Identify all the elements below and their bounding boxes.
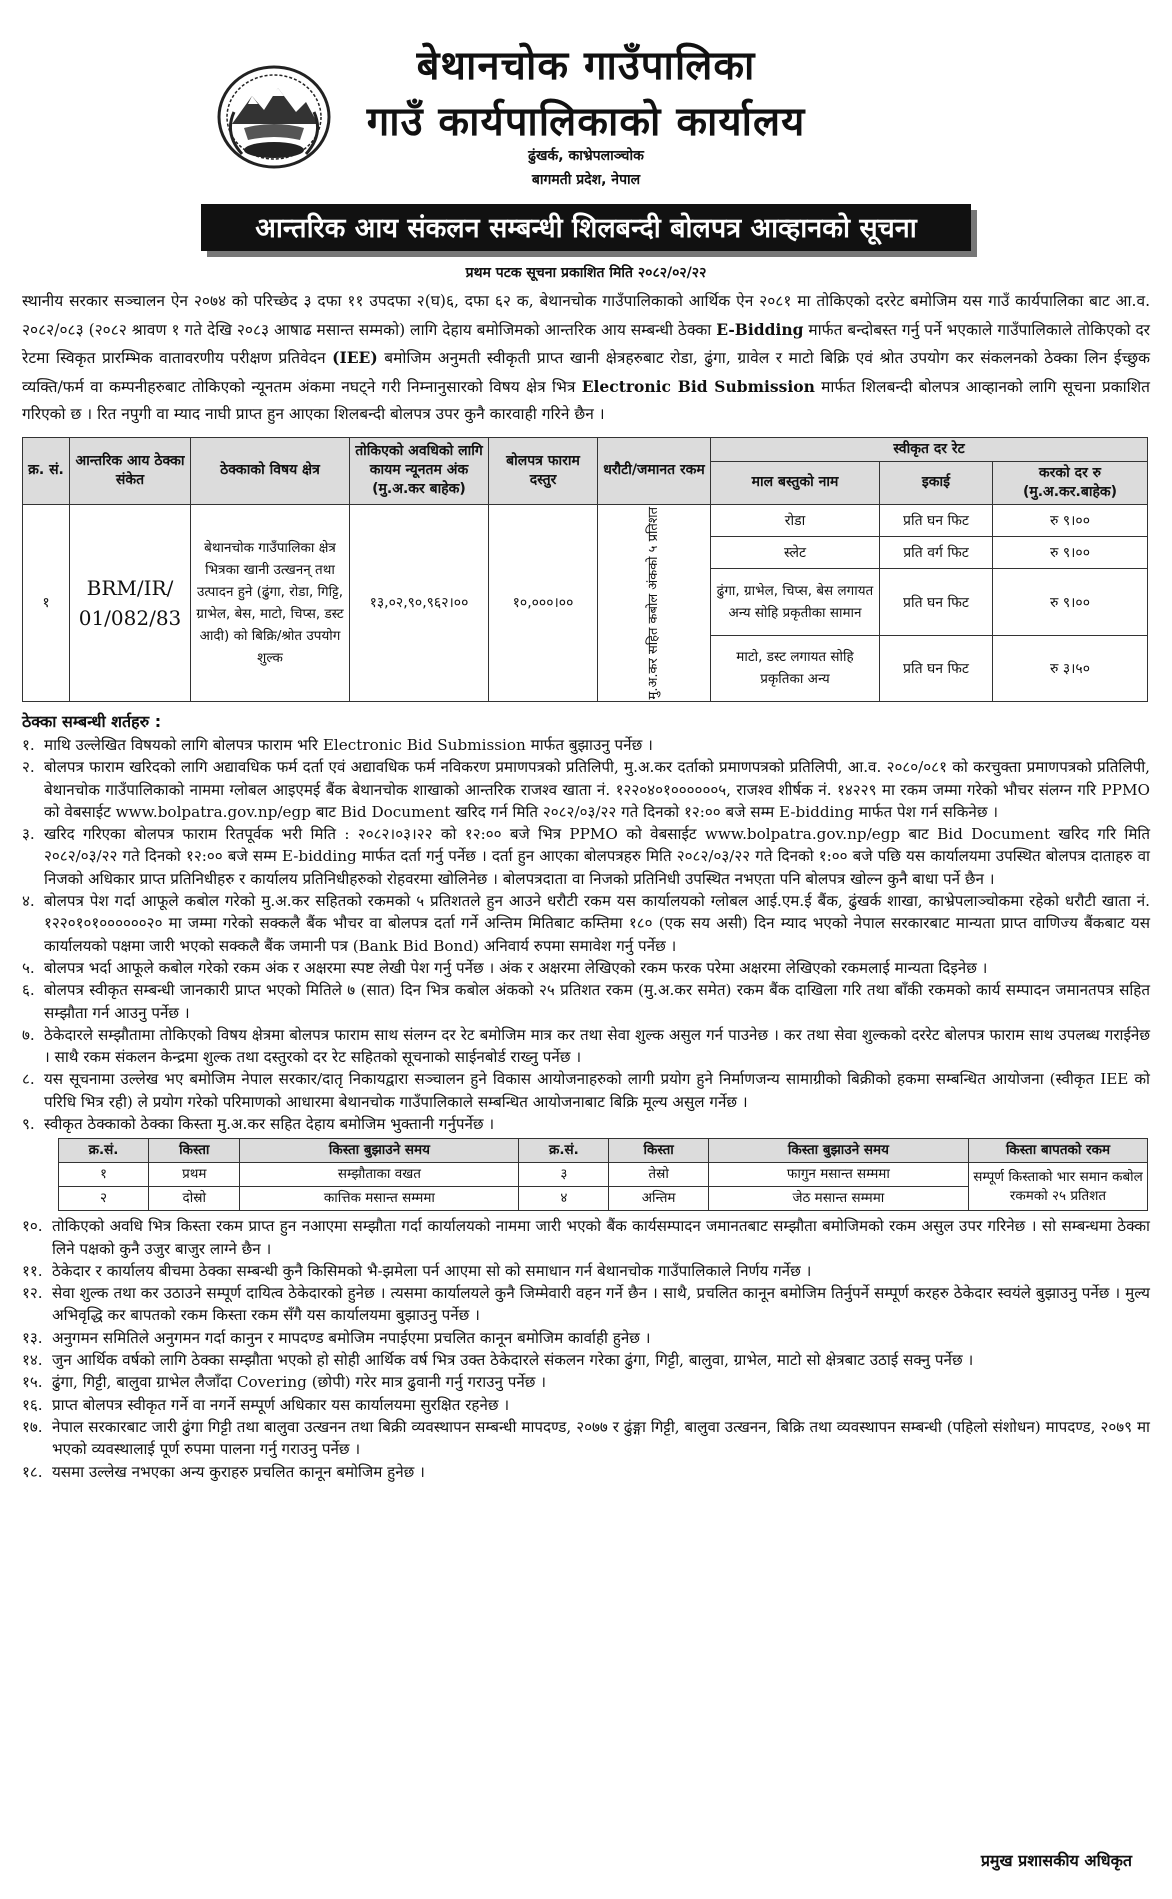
condition-text: सेवा शुल्क तथा कर उठाउने सम्पूर्ण दायित्व ठेकेदारको हुनेछ । त्यसमा कार्यालयले कुनै जिम्मेवारी वहन गर्ने छैन । साथै, प्रचलित कानून बमोजिम तिर्नुपर्ने सम्पूर्ण करहरु ठेकेदार स्वयंले बुझाउनु पर्नेछ । मुल्य अभिवृद्धि कर बापतको रकम किस्ता रकम सँगै यस कार्यालयमा बुझाउनु पर्नेछ । (52, 1284, 1150, 1325)
item-unit: प्रति घन फिट (880, 635, 993, 701)
th-unit: इकाई (880, 461, 993, 504)
installment-table (58, 1138, 1148, 1211)
condition-text: स्वीकृत ठेक्काको ठेक्का किस्ता मु.अ.कर सहित देहाय बमोजिम भुक्तानी गर्नुपर्नेछ । (44, 1115, 495, 1133)
cell-sn: १ (23, 504, 70, 701)
item-unit: प्रति घन फिट (880, 504, 993, 536)
th-inst-amount: किस्ता बापतको रकम (969, 1139, 1148, 1163)
list-item (22, 1260, 1150, 1282)
item-name: स्लेट (711, 536, 880, 568)
condition-text: तोकिएको अवधि भित्र किस्ता रकम प्राप्त हुन नआएमा सम्झौता गर्दा कार्यालयको नाममा जारी भएको बैंक कार्यसम्पादन जमानतबाट सम्झौता बमोजिमको रकम असुल उपर गरिनेछ । सो सम्बन्धमा ठेक्का लिने पक्षको कुनै उजुर बाजुर लाग्ने छैन । (52, 1217, 1150, 1258)
cell-subject: बेथानचोक गाउँपालिका क्षेत्र भित्रका खानी उत्खनन् तथा उत्पादन हुने (ढुंगा, रोडा, गिट्टि, ग्राभेल, बेस, माटो, चिप्स, डस्ट आदी) को बिक्रि/श्रोत उपयोग शुल्क (191, 504, 350, 701)
condition-text: नेपाल सरकारबाट जारी ढुंगा गिट्टी तथा बालुवा उत्खनन तथा बिक्री व्यवस्थापन सम्बन्धी मापदण्ड, २०७७ र ढुंङ्गा गिट्टी, बालुवा उत्खनन, बिक्रि तथा व्यवस्थापन सम्बन्धी (पहिलो संशोधन) मापदण्ड, २०७९ मा भएको व्यवस्थालाई पूर्ण रुपमा पालना गर्नु गराउनु पर्नेछ । (52, 1417, 1150, 1459)
condition-number: ५. (22, 958, 35, 977)
table-row (59, 1163, 1148, 1187)
inst-cell: २ (59, 1187, 149, 1211)
condition-number: १३. (22, 1328, 43, 1347)
list-item (22, 1394, 1150, 1416)
list-item (22, 756, 1150, 823)
th-inst-sn-2: क्र.सं. (519, 1139, 609, 1163)
condition-number: १६. (22, 1395, 43, 1414)
th-code: आन्तरिक आय ठेक्का संकेत (70, 437, 191, 504)
address-line-1: ढुंखर्क, काभ्रेपलाञ्चोक (528, 148, 644, 164)
condition-number: ८. (22, 1070, 35, 1089)
inst-cell: कात्तिक मसान्त सम्ममा (240, 1187, 519, 1211)
th-deposit: धरौटी/जमानत रकम (598, 437, 711, 504)
th-tax-rate: करको दर रु (मु.अ.कर.बाहेक) (993, 461, 1148, 504)
condition-number: १७. (22, 1417, 43, 1436)
list-item (22, 1349, 1150, 1371)
item-name: ढुंगा, ग्राभेल, चिप्स, बेस लगायत अन्य सोहि प्रकृतीका सामान (711, 569, 880, 635)
org-name: बेथानचोक गाउँपालिका (416, 43, 756, 89)
condition-text: ठेकेदारले सम्झौतामा तोकिएको विषय क्षेत्रमा बोलपत्र फाराम साथ संलग्न दर रेट बमोजिम मात्र कर तथा सेवा शुल्क असुल गर्न पाउनेछ । कर तथा सेवा शुल्कको दररेट बोलपत्र फाराम साथ उपलब्ध गराईनेछ । साथै रकम संकलन केन्द्रमा शुल्क तथा दस्तुरको दर रेट सहितको सूचनाको साईनबोर्ड राख्नु पर्नेछ । (44, 1025, 1150, 1067)
th-inst-name: किस्ता (149, 1139, 240, 1163)
item-rate: रु ९।०० (993, 504, 1148, 536)
item-rate: रु ३।५० (993, 635, 1148, 701)
table-row (23, 504, 1148, 536)
condition-number: ९. (22, 1115, 35, 1133)
list-item (22, 957, 1150, 979)
th-subject: ठेक्काको विषय क्षेत्र (191, 437, 350, 504)
condition-text: जुन आर्थिक वर्षको लागि ठेक्का सम्झौता भएको हो सोही आर्थिक वर्ष भित्र उक्त ठेकेदारले संकलन गरेका ढुंगा, गिट्टी, बालुवा, ग्राभेल, माटो सो क्षेत्रबाट उठाई सक्नु पर्नेछ । (52, 1351, 974, 1370)
condition-number: ७. (22, 1025, 35, 1044)
inst-cell: अन्तिम (609, 1187, 708, 1211)
list-item (22, 1113, 1150, 1135)
condition-number: १. (22, 735, 35, 754)
item-rate: रु ९।०० (993, 569, 1148, 635)
item-name: माटो, डस्ट लगायत सोहि प्रकृतिका अन्य (711, 635, 880, 701)
condition-number: २. (22, 758, 35, 777)
list-item (22, 1327, 1150, 1349)
condition-text: यस सूचनामा उल्लेख भए बमोजिम नेपाल सरकार/दातृ निकायद्वारा सञ्चालन हुने विकास आयोजनाहरुको लागी प्रयोग हुने निर्माणजन्य सामाग्रीको बिक्रीको हकमा सम्बन्धित आयोजना (स्वीकृत IEE को परिधि भित्र रही) ले प्रयोग गरेको परिमाणको आधारमा बेथानचोक गाउँपालिकाले सम्बन्धित आयोजनाबाट बिक्रि मूल्य असुल गर्नेछ । (44, 1070, 1150, 1111)
list-item (22, 1024, 1150, 1069)
list-item (22, 1282, 1150, 1327)
contract-table (22, 437, 1148, 702)
condition-number: ४. (22, 892, 35, 911)
notice-title: आन्तरिक आय संकलन सम्बन्धी शिलबन्दी बोलपत्र आव्हानको सूचना (201, 204, 971, 251)
condition-number: १२. (22, 1284, 43, 1303)
condition-text: ढुंगा, गिट्टी, बालुवा ग्राभेल लैजाँदा Covering (छोपी) गरेर मात्र ढुवानी गर्नु गराउनु पर्नेछ । (52, 1373, 547, 1392)
address-line-2: बागमती प्रदेश, नेपाल (531, 172, 641, 188)
inst-cell: १ (59, 1163, 149, 1187)
intro-paragraph: स्थानीय सरकार सञ्चालन ऐन २०७४ को परिच्छेद ३ दफा ११ उपदफा २(घ)६, दफा ६२ क, बेथानचोक गाउँपालिकाको आर्थिक ऐन २०८१ मा तोकिएको दररेट बमोजिम यस गाउँ कार्यपालिका बाट आ.व. २०८२/०८३ (२०८२ श्रावण १ गते देखि २०८३ आषाढ मसान्त सम्मको) लागि देहाय बमोजिमको आन्तरिक आय सम्बन्धी ठेक्का E-Bidding मार्फत बन्दोबस्त गर्नु पर्ने भएकाले गाउँपालिकाले तोकिएको दर रेटमा स्विकृत प्रारम्भिक वातावरणीय परीक्षण प्रतिवेदन (IEE) बमोजिम अनुमती स्वीकृती प्राप्त खानी क्षेत्रहरुबाट रोडा, ढुंगा, ग्रावेल र माटो बिक्रि एवं श्रोत उपयोग कर संकलनको ठेक्का लिन ईच्छुक व्यक्ति/फर्म वा कम्पनीहरुबाट तोकिएको न्यूनतम अंकमा नघट्ने गरी निम्नानुसारको विषय क्षेत्र भित्र Electronic Bid Submission मार्फत शिलबन्दी बोलपत्र आव्हानको लागि सूचना प्रकाशित गरिएको छ । रित नपुगी वा म्याद नाघी प्राप्त हुन आएका शिलबन्दी बोलपत्र उपर कुनै कारवाही गरिने छैन । (22, 292, 1151, 423)
list-item (22, 1068, 1150, 1113)
condition-text: यसमा उल्लेख नभएका अन्य कुराहरु प्रचलित कानून बमोजिम हुनेछ । (52, 1462, 425, 1481)
condition-number: १८. (22, 1462, 43, 1481)
office-name: गाउँ कार्यपालिकाको कार्यालय (366, 99, 806, 145)
th-inst-sn: क्र.सं. (59, 1139, 149, 1163)
cell-code: BRM/IR/ 01/082/83 (70, 504, 191, 701)
inst-cell: फागुन मसान्त सम्ममा (708, 1163, 968, 1187)
list-item (22, 890, 1150, 957)
inst-cell: ३ (519, 1163, 609, 1187)
list-item (22, 823, 1150, 890)
inst-amount-note: सम्पूर्ण किस्ताको भार समान कबोल रकमको २५ प्रतिशत (969, 1163, 1148, 1211)
conditions-title: ठेक्का सम्बन्धी शर्तहरु : (22, 711, 162, 731)
item-rate: रु ९।०० (993, 536, 1148, 568)
th-inst-time: किस्ता बुझाउने समय (240, 1139, 519, 1163)
condition-text: प्राप्त बोलपत्र स्वीकृत गर्ने वा नगर्ने सम्पूर्ण अधिकार यस कार्यालयमा सुरक्षित रहनेछ । (52, 1395, 510, 1414)
inst-cell: तेस्रो (609, 1163, 708, 1187)
item-unit: प्रति घन फिट (880, 569, 993, 635)
inst-cell: प्रथम (149, 1163, 240, 1187)
inst-cell: दोस्रो (149, 1187, 240, 1211)
th-inst-name-2: किस्ता (609, 1139, 708, 1163)
condition-text: बोलपत्र फाराम खरिदको लागि अद्यावधिक फर्म दर्ता एवं अद्यावधिक फर्म नविकरण प्रमाणपत्रको प्रतिलिपी, मु.अ.कर दर्ताको प्रमाणपत्रको प्रतिलिपी, आ.व. २०८०/०८१ को करचुक्ता प्रमाणपत्रको प्रतिलिपी, बेथानचोक गाउँपालिकाको नाममा ग्लोबल आइएमई बैंक बेथानचोक शाखाको आन्तरिक राजश्व खाता नं. १२२०४०१००००००५, राजश्व शीर्षक नं. १४२२९ मा रकम जम्मा गरेको भौचर संलग्न गरि PPMO को वेबसाईट www.bolpatra.gov.np/egp बाट Bid Document खरिद गर्न मिति २०८२/०३/२२ गते दिनको १२:०० बजे सम्म E-bidding मार्फत पेश गर्न सकिनेछ । (44, 758, 1150, 821)
list-item (22, 1215, 1150, 1260)
condition-number: १०. (22, 1217, 43, 1236)
condition-text: बोलपत्र स्वीकृत सम्बन्धी जानकारी प्राप्त भएको मितिले ७ (सात) दिन भित्र कबोल अंकको २५ प्रतिशत रकम (मु.अ.कर समेत) रकम बैंक दाखिला गरि तथा बाँकी रकमको कार्य सम्पादन जमानतपत्र सहित सम्झौता गर्न आउनु पर्नेछ । (44, 981, 1150, 1022)
letterhead (22, 0, 1150, 200)
list-item (22, 979, 1150, 1024)
deposit-text: मु.अ.कर सहित कबोल अंकको ५ प्रतिशत (646, 506, 661, 699)
condition-number: १४. (22, 1351, 43, 1370)
condition-text: बोलपत्र भर्दा आफूले कबोल गरेको रकम अंक र अक्षरमा स्पष्ट लेखी पेश गर्नु पर्नेछ । अंक र अक्षरमा लेखिएको रकम फरक परेमा अक्षरमा लेखिएको रकमलाई मान्यता दिइनेछ । (44, 958, 988, 977)
item-unit: प्रति वर्ग फिट (880, 536, 993, 568)
th-inst-time-2: किस्ता बुझाउने समय (708, 1139, 968, 1163)
signature-title: प्रमुख प्रशासकीय अधिकृत (980, 1851, 1132, 1870)
condition-text: खरिद गरिएका बोलपत्र फाराम रितपूर्वक भरी मिति : २०८२।०३।२२ को १२:०० बजे भित्र PPMO को वेबसाईट www.bolpatra.gov.np/egp बाट Bid Document खरिद गरि मिति २०८२/०३/२२ गते दिनको १२:०० बजे सम्म E-bidding मार्फत दर्ता गर्नु पर्नेछ । दर्ता हुन आएका बोलपत्रहरु मिति २०८२/०३/२२ गते दिनको १:०० बजे पछि यस कार्यालयमा उपस्थित बोलपत्र दाताहरु वा निजको अधिकार प्राप्त प्रतिनिधीहरु र कार्यालय प्रतिनिधीहरुको रोहवरमा खोलिनेछ । बोलपत्रदाता वा निजको प्रतिनिधी उपस्थित नभएता पनि बोलपत्र खोल्न कुनै बाधा पर्ने छैन । (44, 825, 1150, 888)
list-item (22, 1461, 1150, 1483)
item-name: रोडा (711, 504, 880, 536)
condition-text: ठेकेदार र कार्यालय बीचमा ठेक्का सम्बन्धी कुनै किसिमको भै-झमेला पर्न आएमा सो को समाधान गर्न बेथानचोक गाउँपालिकाले निर्णय गर्नेछ । (52, 1261, 812, 1280)
condition-number: ११. (22, 1261, 43, 1280)
condition-number: ३. (22, 825, 35, 844)
th-approved-rate: स्वीकृत दर रेट (711, 437, 1148, 461)
condition-text: बोलपत्र पेश गर्दा आफूले कबोल गरेको मु.अ.कर सहितको रकमको ५ प्रतिशतले हुन आउने धरौटी रकम यस कार्यालयको ग्लोबल आई.एम.ई बैंक, ढुंखर्क शाखा, काभ्रेपलाञ्चोकमा रहेको धरौटी खाता नं. १२२०१०१००००००२० मा जम्मा गरेको सक्कलै बैंक भौचर वा बोलपत्र दर्ता गर्ने अन्तिम मितिबाट कम्तिमा १८० (एक सय असी) दिन म्याद भएको नेपाल सरकारबाट मान्यता प्राप्त वाणिज्य बैंकबाट यस कार्यालयको पक्षमा जारी भएको सक्कलै बैंक जमानी पत्र (Bank Bid Bond) अनिवार्य रुपमा समावेश गर्नु पर्नेछ । (44, 892, 1150, 955)
inst-cell: सम्झौताका वखत (240, 1163, 519, 1187)
th-min-amount: तोकिएको अवधिको लागि कायम न्यूनतम अंक (मु.अ.कर बाहेक) (350, 437, 489, 504)
list-item (22, 1416, 1150, 1461)
condition-number: ६. (22, 981, 35, 1000)
inst-cell: ४ (519, 1187, 609, 1211)
conditions-list-2 (22, 1215, 1150, 1483)
th-item-name: माल बस्तुको नाम (711, 461, 880, 504)
th-sn: क्र. सं. (23, 437, 70, 504)
condition-text: माथि उल्लेखित विषयको लागि बोलपत्र फाराम भरि Electronic Bid Submission मार्फत बुझाउनु पर्नेछ । (44, 735, 653, 754)
condition-number: १५. (22, 1373, 43, 1392)
list-item (22, 734, 1150, 756)
cell-deposit (598, 504, 711, 701)
th-form-fee: बोलपत्र फाराम दस्तुर (489, 437, 598, 504)
condition-text: अनुगमन समितिले अनुगमन गर्दा कानुन र मापदण्ड बमोजिम नपाईएमा प्रचलित कानून बमोजिम कार्वाही हुनेछ । (52, 1328, 651, 1347)
list-item (22, 1371, 1150, 1393)
publish-date: प्रथम पटक सूचना प्रकाशित मिति २०८२/०२/२२ (465, 265, 707, 281)
cell-form-fee: १०,०००।०० (489, 504, 598, 701)
inst-cell: जेठ मसान्त सम्ममा (708, 1187, 968, 1211)
conditions-list (22, 734, 1150, 1135)
cell-min-amount: १३,०२,९०,९६२।०० (350, 504, 489, 701)
